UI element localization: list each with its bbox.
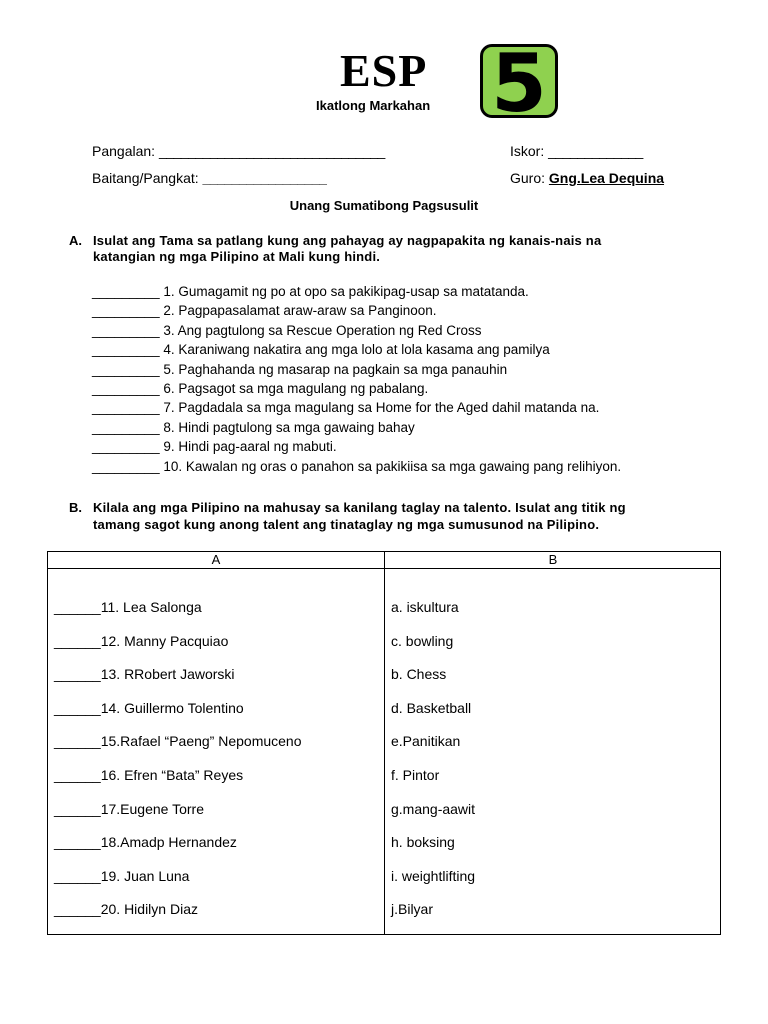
name-label: Pangalan:: [92, 143, 156, 159]
part-a-items: [92, 282, 621, 476]
table-row: h. boksing: [391, 834, 455, 851]
list-item: _________ 6. Pagsagot sa mga magulang ng pabalang.: [92, 380, 429, 396]
name-blank[interactable]: _______________________________: [158, 143, 385, 159]
score-blank[interactable]: _____________: [548, 143, 643, 159]
list-item: _________ 1. Gumagamit ng po at opo sa pakikipag-usap sa matatanda.: [92, 284, 529, 299]
table-row: c. bowling: [391, 632, 454, 649]
list-item: _________ 2. Pagpapasalamat araw-araw sa Panginoon.: [92, 303, 437, 319]
exam-title: Unang Sumatibong Pagsusulit: [289, 198, 479, 213]
grade-section-blank[interactable]: _________________: [202, 170, 327, 186]
column-b-header: B: [548, 552, 558, 567]
table-row: g.mang-aawit: [391, 800, 476, 817]
table-row: e.Panitikan: [391, 733, 461, 750]
teacher-field: [510, 170, 664, 186]
name-field: [92, 143, 385, 159]
table-row: ______12. Manny Pacquiao: [54, 632, 229, 649]
part-b-letter: B.: [69, 500, 82, 515]
teacher-name: Gng.Lea Dequina: [548, 170, 665, 186]
part-a-instruction-1: Isulat ang Tama sa patlang kung ang pahayag ay nagpapakita ng kanais-nais na: [93, 233, 602, 248]
header-divider: [48, 568, 720, 569]
table-row: ______15.Rafael “Paeng” Nepomuceno: [54, 733, 302, 750]
table-row: a. iskultura: [391, 599, 459, 615]
grade-section-field: [92, 170, 326, 186]
column-divider: [384, 552, 385, 934]
table-row: b. Chess: [391, 666, 447, 683]
score-label: Iskor:: [510, 143, 545, 159]
table-row: ______20. Hidilyn Diaz: [54, 901, 198, 918]
list-item: _________ 3. Ang pagtulong sa Rescue Operation ng Red Cross: [92, 322, 482, 338]
quarter-subtitle: Ikatlong Markahan: [316, 98, 431, 113]
table-row: i. weightlifting: [391, 867, 476, 884]
table-row: ______19. Juan Luna: [54, 867, 190, 884]
part-a-letter: A.: [69, 233, 82, 248]
table-row: ______14. Guillermo Tolentino: [54, 699, 244, 716]
grade-section-label: Baitang/Pangkat:: [92, 170, 199, 186]
part-b-instruction-1: Kilala ang mga Pilipino na mahusay sa kanilang taglay na talento. Isulat ang titik ng: [93, 500, 626, 515]
list-item: _________ 5. Paghahanda ng masarap na pagkain sa mga panauhin: [92, 361, 508, 377]
list-item: _________ 8. Hindi pagtulong sa mga gawaing bahay: [92, 419, 415, 435]
column-b: [391, 598, 475, 934]
list-item: _________ 10. Kawalan ng oras o panahon sa pakikiisa sa mga gawaing pang relihiyon.: [92, 458, 622, 474]
teacher-label: Guro:: [510, 170, 546, 186]
list-item: _________ 4. Karaniwang nakatira ang mga lolo at lola kasama ang pamilya: [92, 342, 550, 358]
matching-table: [47, 551, 721, 935]
table-row: ______16. Efren “Bata” Reyes: [54, 766, 244, 783]
part-a-instruction-2: katangian ng mga Pilipino at Mali kung hindi.: [93, 249, 381, 264]
grade-number: 5: [491, 37, 547, 130]
page-title: ESP: [340, 45, 428, 96]
column-a-header: A: [211, 552, 221, 567]
column-a: [54, 598, 302, 934]
list-item: _________ 7. Pagdadala sa mga magulang sa Home for the Aged dahil matanda na.: [92, 400, 600, 416]
table-row: ______11. Lea Salonga: [54, 599, 202, 615]
table-row: d. Basketball: [391, 699, 472, 716]
grade-badge: [480, 37, 558, 130]
table-row: j.Bilyar: [391, 901, 434, 918]
table-row: ______17.Eugene Torre: [54, 800, 204, 817]
score-field: [510, 143, 643, 159]
part-b-instruction-2: tamang sagot kung anong talent ang tinataglay ng mga sumusunod na Pilipino.: [93, 517, 600, 532]
table-row: f. Pintor: [391, 766, 440, 783]
table-row: ______18.Amadp Hernandez: [54, 834, 237, 851]
table-row: ______13. RRobert Jaworski: [54, 666, 235, 683]
list-item: _________ 9. Hindi pag-aaral ng mabuti.: [92, 439, 337, 455]
